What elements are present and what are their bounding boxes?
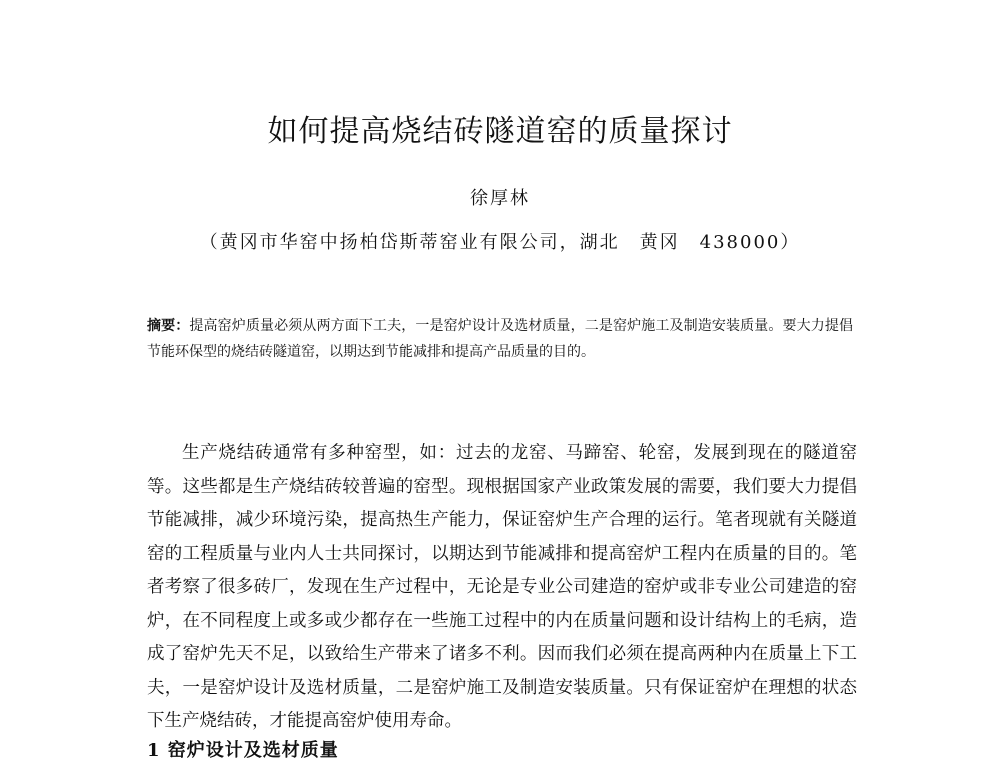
body-paragraph: 生产烧结砖通常有多种窑型，如：过去的龙窑、马蹄窑、轮窑，发展到现在的隧道窑等。这些都是生产烧结砖较普遍的窑型。现根据国家产业政策发展的需要，我们要大力提倡节能减排，减少环境污染，提高热生产能力，保证窑炉生产合理的运行。笔者现就有关隧道窑的工程质量与业内人士共同探讨，以期达到节能减排和提高窑炉工程内在质量的目的。笔者考察了很多砖厂，发现在生产过程中，无论是专业公司建造的窑炉或非专业公司建造的窑炉，在不同程度上或多或少都存在一些施工过程中的内在质量问题和设计结构上的毛病，造成了窑炉先天不足，以致给生产带来了诸多不利。因而我们必须在提高两种内在质量上下工夫，一是窑炉设计及选材质量，二是窑炉施工及制造安装质量。只有保证窑炉在理想的状态下生产烧结砖，才能提高窑炉使用寿命。 [147, 443, 857, 731]
author-affiliation: （黄冈市华窑中扬柏岱斯蒂窑业有限公司，湖北 黄冈 438000） [199, 232, 801, 253]
section-heading: 1 窑炉设计及选材质量 [147, 740, 339, 761]
abstract-text: 提高窑炉质量必须从两方面下工夫，一是窑炉设计及选材质量，二是窑炉施工及制造安装质量。要大力提倡节能环保型的烧结砖隧道窑，以期达到节能减排和提高产品质量的目的。 [147, 318, 854, 360]
abstract [147, 313, 853, 365]
author-name: 徐厚林 [470, 188, 530, 209]
abstract-label: 摘要： [147, 318, 190, 334]
page-title: 如何提高烧结砖隧道窑的质量探讨 [267, 114, 733, 150]
